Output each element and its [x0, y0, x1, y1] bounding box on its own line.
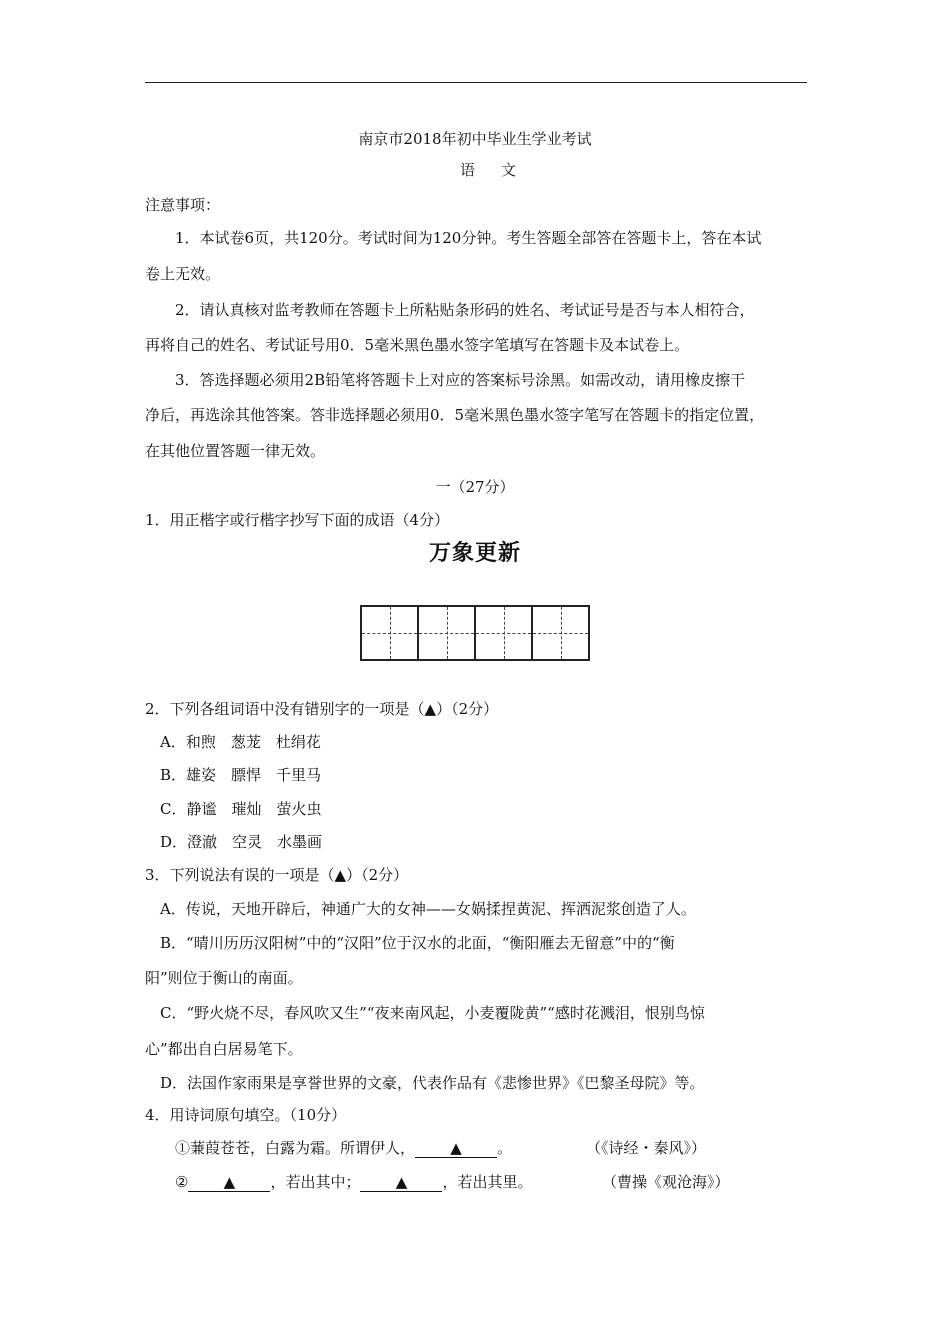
writing-grid-cell[interactable] [476, 607, 533, 659]
poem-1-suffix: 。 [497, 1139, 513, 1157]
poem-1-blank[interactable]: ▲ [415, 1139, 497, 1158]
poem-2-middle: ，若出其中； [270, 1173, 361, 1191]
question-3-stem: 3．下列说法有误的一项是（▲）（2分） [145, 866, 409, 884]
poem-2-blank-2[interactable]: ▲ [360, 1173, 442, 1192]
writing-grid-cell[interactable] [362, 607, 419, 659]
notice-heading: 注意事项： [145, 196, 221, 214]
notice-item-2-line-2: 再将自己的姓名、考试证号用0．5毫米黑色墨水签字笔填写在答题卡及本试卷上。 [145, 336, 690, 354]
question-2-option-a: A．和煦 葱茏 杜绢花 [160, 733, 321, 751]
question-3-option-b-line-1: B．“晴川历历汉阳树”中的“汉阳”位于汉水的北面，“衡阳雁去无留意”中的“衡 [160, 934, 675, 952]
notice-item-1-line-2: 卷上无效。 [145, 265, 221, 283]
question-4-poem-1 [175, 1138, 512, 1158]
poem-2-suffix: ，若出其里。 [442, 1173, 533, 1191]
poem-1-source: （《诗经・秦风》） [586, 1139, 707, 1157]
question-1-stem: 1．用正楷字或行楷字抄写下面的成语（4分） [145, 511, 450, 529]
writing-grid-cell[interactable] [533, 607, 588, 659]
poem-1-prefix: ①蒹葭苍苍，白露为霜。所谓伊人， [175, 1139, 416, 1157]
question-2-option-b: B．雄姿 膘悍 千里马 [160, 766, 322, 784]
question-2-stem: 2．下列各组词语中没有错别字的一项是（▲）（2分） [145, 700, 499, 718]
notice-item-1-line-1: 1．本试卷6页，共120分。考试时间为120分钟。考生答题全部答在答题卡上，答在本试 [175, 229, 762, 247]
question-4-poem-2 [175, 1172, 532, 1192]
question-3-option-c-line-2: 心”都出自白居易笔下。 [145, 1040, 303, 1058]
question-4-stem: 4．用诗词原句填空。（10分） [145, 1106, 347, 1124]
writing-grid[interactable] [360, 605, 590, 661]
exam-title: 南京市2018年初中毕业生学业考试 [358, 130, 592, 148]
question-1-idiom: 万象更新 [428, 541, 521, 566]
question-3-option-d: D．法国作家雨果是享誉世界的文豪，代表作品有《悲惨世界》《巴黎圣母院》等。 [160, 1074, 705, 1092]
notice-item-3-line-3: 在其他位置答题一律无效。 [145, 442, 326, 460]
question-3-option-a: A．传说，天地开辟后，神通广大的女神——女娲揉捏黄泥、挥洒泥浆创造了人。 [160, 900, 696, 918]
poem-2-source: （曹操《观沧海》） [602, 1173, 730, 1191]
poem-2-prefix: ② [175, 1173, 189, 1191]
question-3-option-c-line-1: C．“野火烧不尽，春风吹又生”“夜来南风起，小麦覆陇黄”“感时花溅泪，恨别鸟惊 [160, 1004, 705, 1022]
notice-item-3-line-1: 3．答选择题必须用2B铅笔将答题卡上对应的答案标号涂黑。如需改动，请用橡皮擦干 [175, 371, 746, 389]
writing-grid-cell[interactable] [419, 607, 476, 659]
question-3-option-b-line-2: 阳”则位于衡山的南面。 [145, 969, 303, 987]
exam-subject: 语文 [459, 161, 542, 179]
header-rule [145, 82, 807, 83]
notice-item-3-line-2: 净后，再选涂其他答案。答非选择题必须用0．5毫米黑色墨水签字笔写在答题卡的指定位置， [145, 406, 765, 424]
section-1-heading: 一（27分） [435, 478, 515, 496]
question-2-option-c: C．静谧 璀灿 萤火虫 [160, 800, 322, 818]
question-2-option-d: D．澄澈 空灵 水墨画 [160, 833, 323, 851]
poem-2-blank-1[interactable]: ▲ [188, 1173, 270, 1192]
notice-item-2-line-1: 2．请认真核对监考教师在答题卡上所粘贴条形码的姓名、考试证号是否与本人相符合， [175, 301, 755, 319]
